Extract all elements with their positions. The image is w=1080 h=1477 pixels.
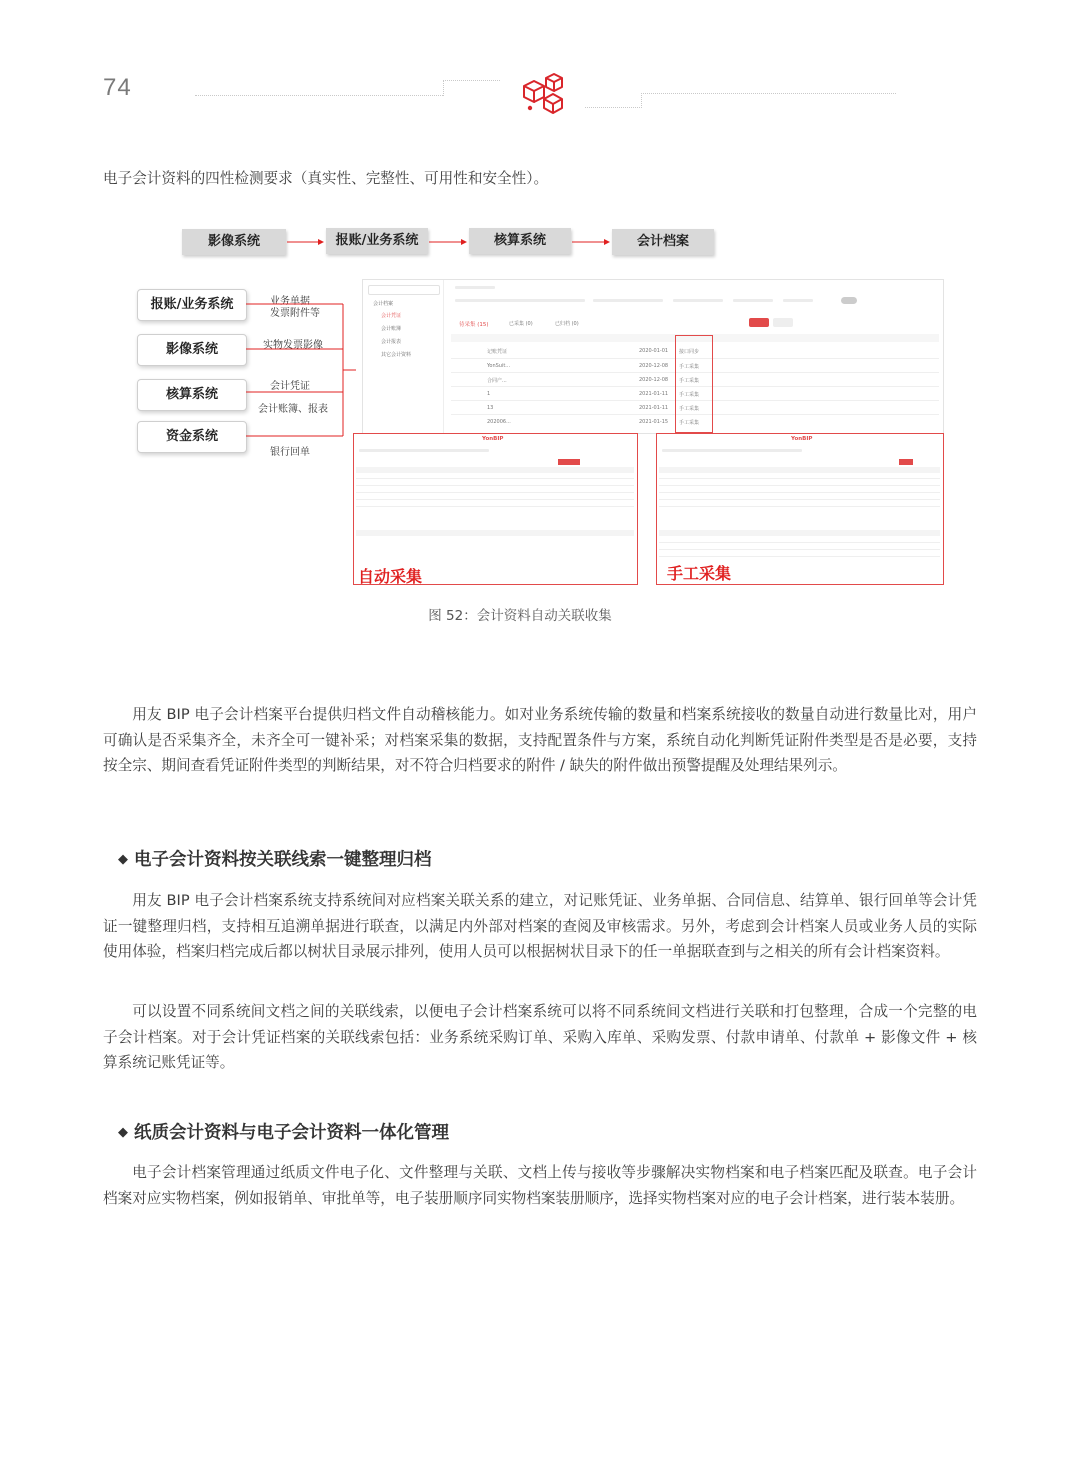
auto-collect-label: 自动采集: [358, 567, 423, 585]
row-1-date: 2020-12-08: [639, 363, 669, 369]
source-box-imaging: 影像系统: [137, 334, 247, 366]
flow-box-accounting: 核算系统: [469, 228, 571, 254]
flow-box-reimbursement: 报账/业务系统: [326, 228, 428, 254]
filter-bar-4[interactable]: [673, 299, 723, 302]
filter-bar-2[interactable]: [455, 299, 585, 302]
row-2-source: 手工采集: [679, 378, 700, 384]
source-label-invoice-attachments: 发票附件等: [270, 308, 320, 319]
source-box-accounting: 核算系统: [137, 379, 247, 411]
auto-action-button[interactable]: [558, 459, 580, 465]
toggle-switch[interactable]: [841, 297, 857, 304]
auto-row: [356, 478, 634, 479]
row-0-date: 2020-01-01: [639, 348, 669, 354]
tab-collected[interactable]: 已采集 (0): [509, 321, 533, 327]
row-3-date: 2021-01-11: [639, 391, 669, 397]
row-5-date: 2021-01-15: [639, 419, 669, 425]
figure-caption: 图 52：会计资料自动关联收集: [428, 608, 612, 624]
row-5-prefix: 202006...: [487, 419, 511, 425]
source-label-business-docs: 业务单据: [270, 296, 310, 307]
row-4-prefix: 13: [487, 405, 494, 411]
row-0-prefix: 记账凭证: [487, 349, 508, 355]
auto-collect-screenshot: [353, 433, 638, 585]
section-title-text: 纸质会计资料与电子会计资料一体化管理: [134, 1123, 449, 1143]
diamond-bullet-icon: ◆: [118, 1125, 128, 1140]
auto-row: [356, 492, 634, 493]
filter-bar-6[interactable]: [783, 299, 813, 302]
manual-detail-row: [659, 556, 940, 557]
row-4-source: 手工采集: [679, 406, 700, 412]
filter-bar-3[interactable]: [593, 299, 663, 302]
auto-row: [356, 485, 634, 486]
manual-row: [659, 506, 940, 507]
row-1-source: 手工采集: [679, 364, 700, 370]
manual-detail-row: [659, 549, 940, 550]
auto-row: [356, 506, 634, 507]
collect-button[interactable]: [749, 318, 769, 327]
secondary-button[interactable]: [773, 318, 793, 327]
row-0-source: 接口同步: [679, 349, 700, 355]
tab-pending[interactable]: 待采集 (15): [459, 322, 489, 328]
manual-row: [659, 499, 940, 500]
manual-detail-header: [659, 530, 940, 536]
tree-item-1[interactable]: 会计凭证: [381, 313, 402, 319]
source-label-invoice-images: 实物发票影像: [263, 340, 323, 351]
row-3-source: 手工采集: [679, 392, 700, 398]
manual-filter-bar[interactable]: [662, 449, 802, 452]
tree-item-2[interactable]: 会计账簿: [381, 326, 402, 332]
main-screenshot: [362, 279, 944, 434]
section-title-paper-electronic: [118, 1119, 449, 1144]
tree-item-4[interactable]: 其它会计资料: [381, 352, 412, 358]
paragraph-integration: 电子会计档案管理通过纸质文件电子化、文件整理与关联、文档上传与接收等步骤解决实物档案和电子档案匹配及联查。电子会计档案对应实物档案，例如报销单、审批单等，电子装册顺序同实物档案装册顺序，选择实物档案对应的电子会计档案，进行装本装册。: [103, 1164, 977, 1207]
manual-action-button[interactable]: [899, 459, 913, 465]
auto-table-header: [356, 467, 634, 473]
manual-collect-label: 手工采集: [667, 564, 732, 583]
tree-item-3[interactable]: 会计报表: [381, 339, 402, 345]
auto-filter-bar[interactable]: [359, 449, 489, 452]
section-title-clue-archiving: [118, 846, 432, 871]
row-2-date: 2020-12-08: [639, 377, 669, 383]
diamond-bullet-icon: ◆: [118, 852, 128, 867]
source-box-funds: 资金系统: [137, 421, 247, 453]
row-5-source: 手工采集: [679, 420, 700, 426]
paragraph-relations: 用友 BIP 电子会计档案系统支持系统间对应档案关联关系的建立，对记账凭证、业务单据、合同信息、结算单、银行回单等会计凭证一键整理归档，支持相互追溯单据进行联查，以满足内外部对档案的查阅及审核需求。另外，考虑到会计档案人员或业务人员的实际使用体验，档案归档完成后都以树状目录展示排列，使用人员可以根据树状目录下的任一单据联查到与之相关的所有会计档案资料。: [103, 892, 977, 960]
tree-search-input[interactable]: [368, 285, 440, 295]
page-number: 74: [103, 74, 132, 101]
intro-text: 电子会计资料的四性检测要求（真实性、完整性、可用性和安全性）。: [103, 170, 549, 187]
auto-brand: YonBIP: [482, 436, 504, 442]
filter-bar-5[interactable]: [733, 299, 773, 302]
manual-collect-screenshot: [656, 433, 944, 585]
screenshot-tree-panel: [363, 280, 444, 433]
manual-detail-row: [659, 542, 940, 543]
row-2-prefix: 合同产...: [487, 378, 507, 384]
manual-row: [659, 478, 940, 479]
auto-row: [356, 499, 634, 500]
manual-row: [659, 492, 940, 493]
source-box-reimbursement: 报账/业务系统: [137, 289, 247, 321]
section-title-text: 电子会计资料按关联线索一键整理归档: [134, 850, 432, 870]
source-label-vouchers: 会计凭证: [270, 381, 310, 392]
row-4-date: 2021-01-11: [639, 405, 669, 411]
auto-detail-header: [356, 530, 634, 536]
source-column-highlight: [675, 335, 713, 433]
filter-bar-1[interactable]: [455, 286, 495, 289]
flow-box-archive: 会计档案: [612, 229, 714, 255]
source-label-ledgers: 会计账簿、报表: [258, 404, 328, 415]
source-label-bank-receipt: 银行回单: [270, 447, 310, 458]
tree-item-0[interactable]: 会计档案: [373, 301, 394, 307]
tab-archived[interactable]: 已归档 (0): [555, 321, 579, 327]
flow-box-imaging: 影像系统: [182, 229, 286, 255]
paragraph-audit: 用友 BIP 电子会计档案平台提供归档文件自动稽核能力。如对业务系统传输的数量和档案系统接收的数量自动进行数量比对，用户可确认是否采集齐全，未齐全可一键补采；对档案采集的数据，支持配置条件与方案，系统自动化判断凭证附件类型是否是必要，支持按全宗、期间查看凭证附件类型的判断结果，对不符合归档要求的附件 / 缺失的附件做出预警提醒及处理结果列示。: [103, 706, 977, 774]
row-1-prefix: YonSuit...: [487, 363, 511, 369]
paragraph-clues: 可以设置不同系统间文档之间的关联线索，以便电子会计档案系统可以将不同系统间文档进行关联和打包整理，合成一个完整的电子会计档案。对于会计凭证档案的关联线索包括：业务系统采购订单、采购入库单、采购发票、付款申请单、付款单 + 影像文件 + 核算系统记账凭证等。: [103, 1003, 977, 1071]
row-3-prefix: 1: [487, 391, 491, 397]
manual-table-header: [659, 467, 940, 473]
manual-brand: YonBIP: [791, 436, 813, 442]
manual-row: [659, 485, 940, 486]
